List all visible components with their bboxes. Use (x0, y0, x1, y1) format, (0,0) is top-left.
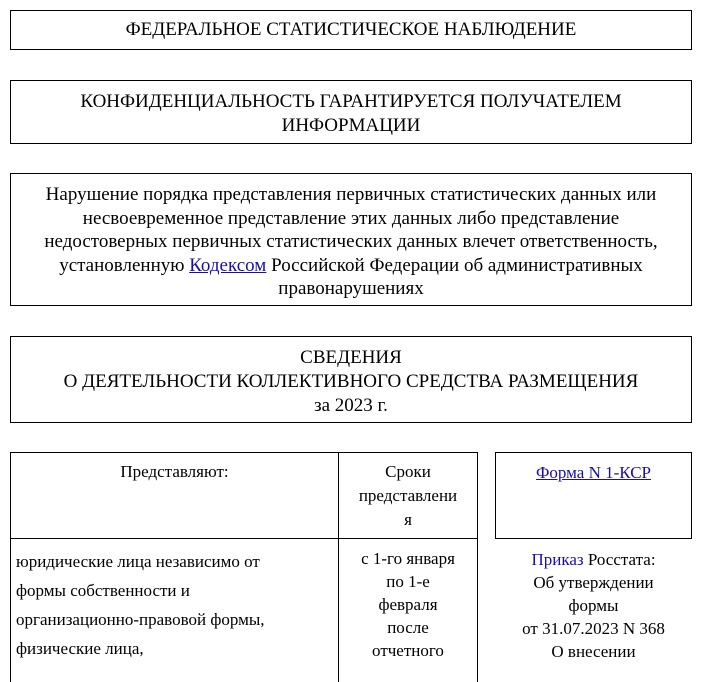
order-link[interactable]: Приказ (531, 550, 584, 569)
warning-line-4 (11, 254, 691, 278)
submitters-line-3: организационно-правовой формы, (16, 610, 265, 629)
form-link[interactable]: Форма N 1-КСР (535, 463, 651, 482)
warning-line-1: Нарушение порядка представления первичных статистических данных или (45, 184, 657, 205)
table-header-submitters-label: Представляют: (120, 462, 229, 481)
warning-line-5: правонарушениях (278, 278, 424, 299)
order-line-3: формы (568, 596, 619, 615)
report-title-line-2: О ДЕЯТЕЛЬНОСТИ КОЛЛЕКТИВНОГО СРЕДСТВА РАЗМЕЩЕНИЯ (63, 371, 639, 392)
code-link[interactable]: Кодексом (189, 254, 267, 276)
submission-table (10, 452, 478, 682)
deadlines-line-2: по 1-е (386, 572, 430, 591)
table-header-submitters (11, 460, 338, 483)
federal-observation-box (10, 10, 692, 50)
submitters-line-2: формы собственности и (16, 581, 190, 600)
deadlines-line-3: февраля (378, 595, 438, 614)
submitters-line-1: юридические лица независимо от (16, 552, 260, 571)
table-header-deadlines (339, 460, 477, 532)
deadlines-line-1: с 1-го января (361, 549, 455, 568)
deadlines-header-line-2: представлени (358, 486, 458, 505)
deadlines-line-5: отчетного (372, 641, 444, 660)
deadlines-line-4: после (387, 618, 429, 637)
order-line-5: О внесении (551, 642, 636, 661)
order-issuer: Росстата: (583, 550, 656, 569)
order-info (495, 548, 692, 663)
report-title-box (10, 336, 692, 423)
confidentiality-line-2: ИНФОРМАЦИИ (281, 115, 421, 136)
warning-line-4-pre: установленную (59, 254, 190, 276)
federal-observation-title: ФЕДЕРАЛЬНОЕ СТАТИСТИЧЕСКОЕ НАБЛЮДЕНИЕ (125, 19, 577, 40)
order-line-1 (495, 548, 692, 571)
confidentiality-box (10, 80, 692, 144)
warning-line-2: несвоевременное представление этих данных либо представление (82, 207, 620, 229)
order-line-2: Об утверждении (533, 573, 654, 592)
table-cell-submitters (16, 547, 336, 663)
table-cell-deadlines (339, 547, 477, 662)
report-title-line-1: СВЕДЕНИЯ (300, 347, 402, 368)
deadlines-header-line-1: Сроки (385, 462, 431, 481)
liability-warning-box (10, 173, 692, 306)
order-line-4: от 31.07.2023 N 368 (522, 619, 665, 638)
deadlines-header-line-3: я (404, 510, 412, 529)
submitters-line-4: физические лица, (16, 639, 144, 658)
confidentiality-line-1: КОНФИДЕНЦИАЛЬНОСТЬ ГАРАНТИРУЕТСЯ ПОЛУЧАТЕЛЕМ (80, 91, 622, 112)
report-title-line-3: за 2023 г. (314, 395, 388, 416)
warning-line-4-post: Российской Федерации об административных (266, 254, 643, 276)
warning-line-3: недостоверных первичных статистических данных влечет ответственность, (44, 231, 658, 252)
form-number-box (495, 452, 692, 539)
